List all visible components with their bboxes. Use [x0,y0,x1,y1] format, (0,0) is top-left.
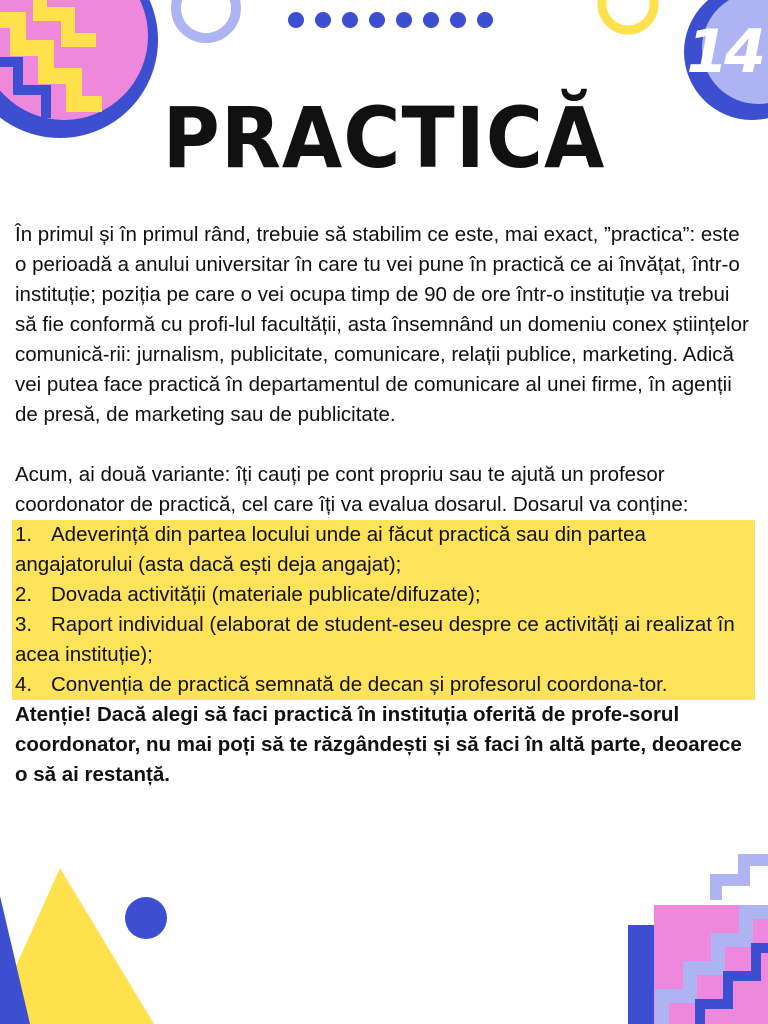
yellow-ring-decoration [602,0,654,30]
dossier-list-item [15,520,755,580]
blue-dot-decoration [125,897,167,939]
dossier-list-item [15,610,755,670]
list-item-number: 4. [15,673,33,696]
options-paragraph: Acum, ai două variante: îți cauți pe cont propriu sau te ajută un profesor coordonator de practică, cel care îți va evalua dosarul. Dosarul va conține: [15,463,689,516]
list-item-number: 1. [15,523,33,546]
article-body [15,220,755,790]
list-item-number: 2. [15,583,33,606]
dossier-list-highlight [12,520,755,700]
dots-row-decoration [288,12,493,28]
list-item-text: Convenția de practică semnată de decan și profesorul coordona-tor. [51,673,668,696]
page-title: PRACTICĂ [162,90,606,188]
bottom-right-zigzag-decoration [628,860,768,1024]
lavender-ring-decoration [176,0,236,38]
list-item-text: Adeverință din partea locului unde ai făcut practică sau din partea angajatorului (asta dacă ești deja angajat); [15,523,646,576]
paragraph-spacer [15,430,755,460]
intro-paragraph: În primul și în primul rând, trebuie să stabilim ce este, mai exact, ”practica”: este o perioadă a anului universitar în care tu vei pune în practică ce ai învățat, într-o instituție; poziția pe care o vei ocupa timp de 90 de ore într-o instituție va trebui să fie conformă cu profi-lul facultății, asta însemnând un domeniu conex științelor comunică-rii: jurnalism, publicitate, comunicare, relații publice, marketing. Adică vei putea face practică în departamentul de comunicare al unei firme, în agenții de presă, de marketing sau de publicitate. [15,223,749,426]
page-number: 14 [686,17,762,87]
dossier-list-item [15,670,755,700]
list-item-number: 3. [15,613,33,636]
warning-paragraph: Atenție! Dacă alegi să faci practică în instituția oferită de profe-sorul coordonator, nu mai poți să te răzgândești și să faci în altă parte, deoarece o să ai restanță. [15,703,742,786]
list-item-text: Dovada activității (materiale publicate/difuzate); [51,583,481,606]
list-item-text: Raport individual (elaborat de student-eseu despre ce activități ai realizat în acea instituție); [15,613,735,666]
dossier-list-item [15,580,755,610]
